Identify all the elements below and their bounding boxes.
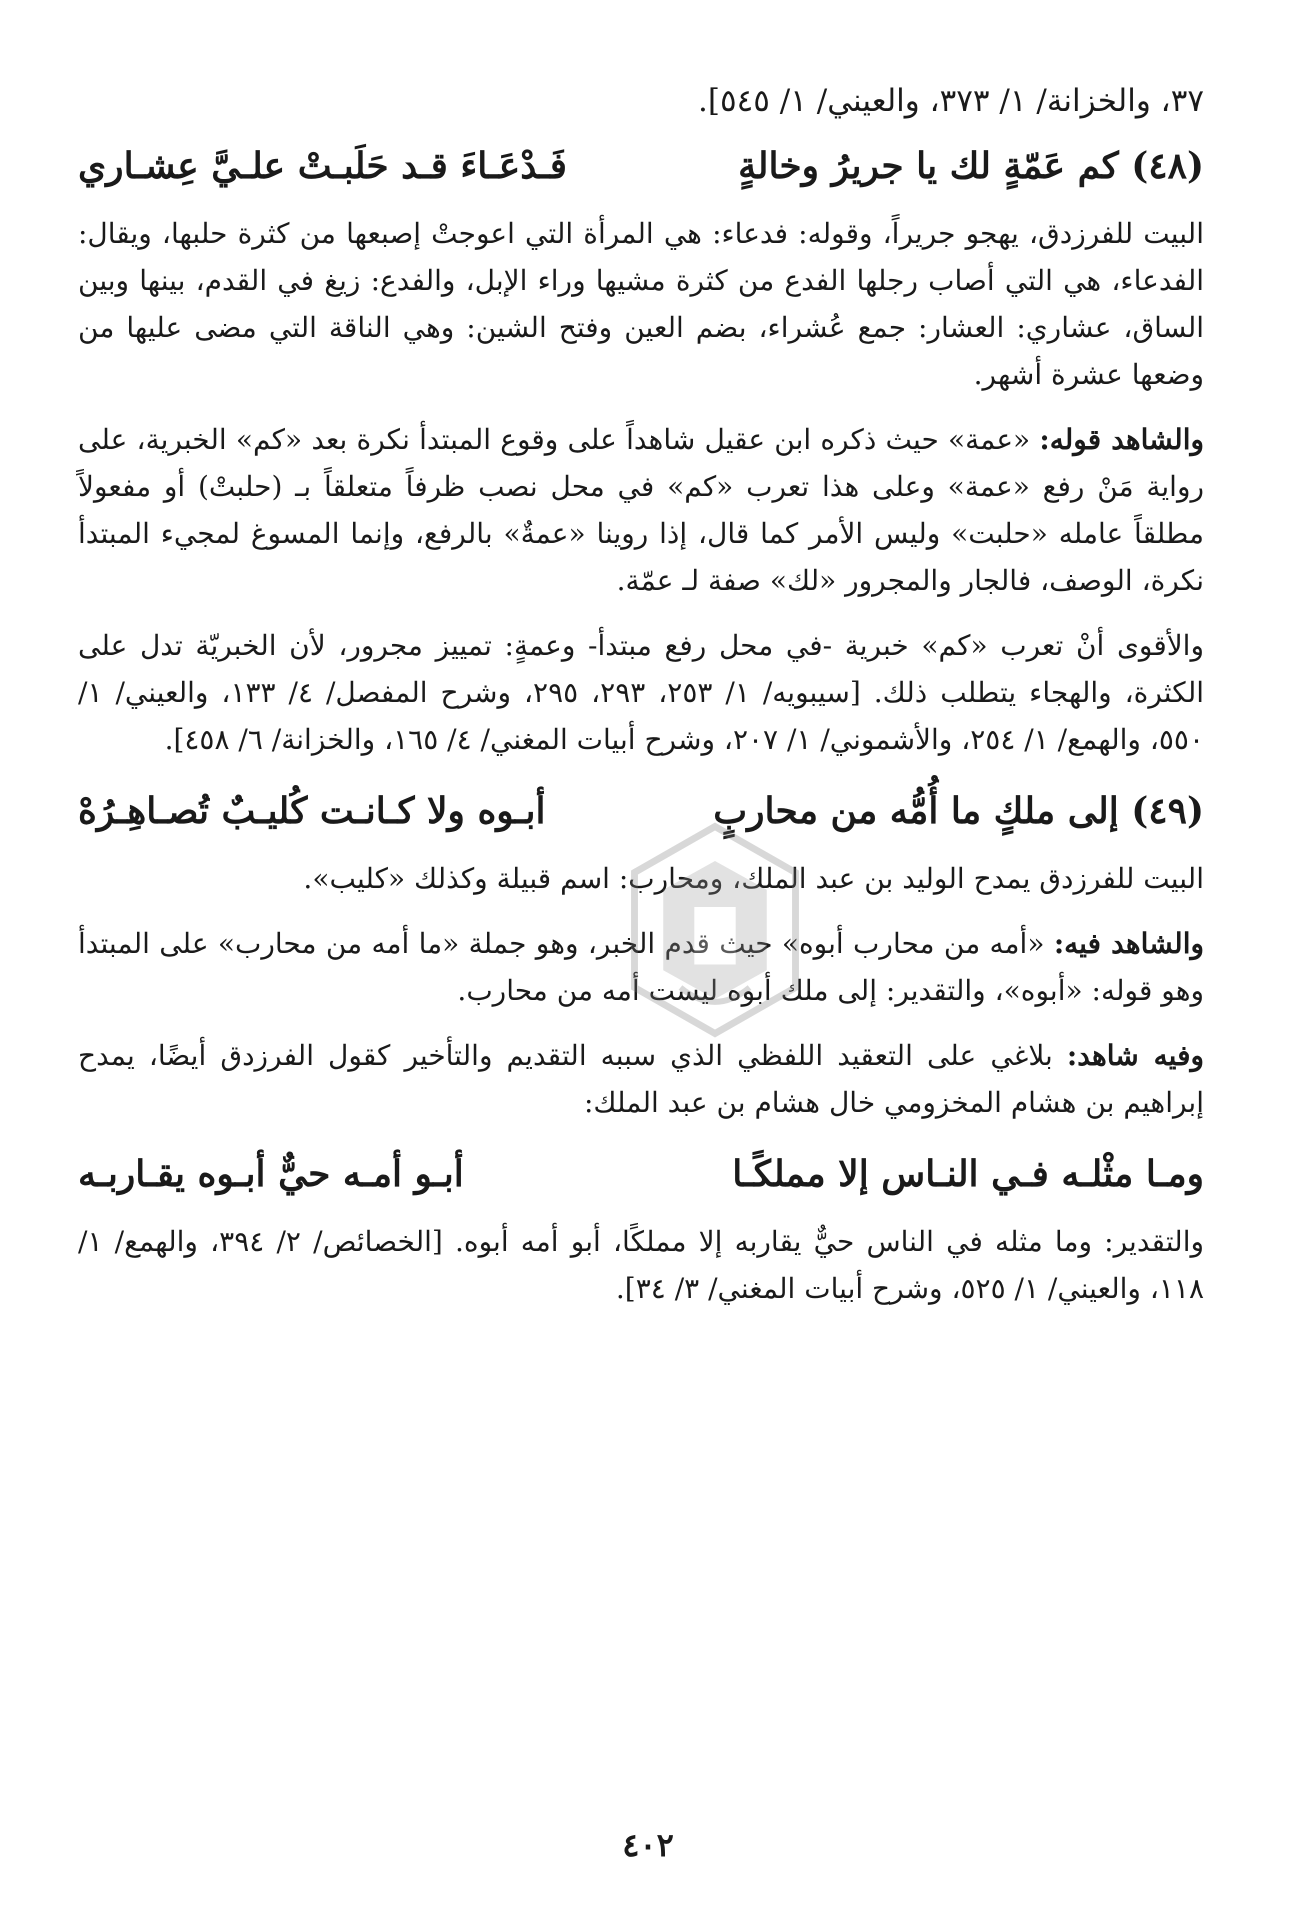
verse-extra <box>78 1144 1204 1204</box>
verse-49-rhetorical-evidence <box>78 1032 1204 1126</box>
evidence-text: «عمة» حيث ذكره ابن عقيل شاهداً على وقوع المبتدأ نكرة بعد «كم» الخبرية، على رواية مَنْ رفع «عمة» وعلى هذا تعرب «كم» في محل نصب ظرفاً متعلقاً بـ (حلبتْ) أو مفعولاً مطلقاً عامله «حلبت» وليس الأمر كما قال، إذا روينا «عمةٌ» بالرفع، وإنما المسوغ لمجيء المبتدأ نكرة، الوصف، فالجار والمجرور «لك» صفة لـ عمّة. <box>78 423 1204 597</box>
verse-49-second-hemistich: أبـوه ولا كـانـت كُليـبٌ تُصـاهِـرُهْ <box>78 790 546 832</box>
verse-extra-second-hemistich: أبـو أمـه حيٌّ أبـوه يقـاربـه <box>78 1153 464 1195</box>
verse-48-second-hemistich: فَـدْعَـاءَ قـد حَلَبـتْ علـيَّ عِشـاري <box>78 145 567 187</box>
page-number: ٤٠٢ <box>622 1826 674 1864</box>
verse-48-first-hemistich: (٤٨) كم عَمّةٍ لك يا جريرُ وخالةٍ <box>738 145 1204 187</box>
evidence-lead: والشاهد قوله: <box>1039 423 1204 456</box>
verse-49-first-hemistich: (٤٩) إلى ملكٍ ما أُمُّه من محاربٍ <box>713 790 1204 832</box>
evidence-text: «أمه من محارب أبوه» حيث قدم الخبر، وهو جملة «ما أمه من محارب» على المبتدأ وهو قوله: «أبوه»، والتقدير: إلى ملك أبوه ليست أمه من محارب. <box>78 927 1204 1007</box>
verse-49-explanation: البيت للفرزدق يمدح الوليد بن عبد الملك، ومحارب: اسم قبيلة وكذلك «كليب». <box>303 862 1204 895</box>
verse-48 <box>78 136 1204 196</box>
evidence-lead: وفيه شاهد: <box>1066 1039 1204 1072</box>
page-body <box>78 64 1204 1929</box>
verse-48-analysis: والأقوى أنْ تعرب «كم» خبرية -في محل رفع مبتدأ- وعمةٍ: تمييز مجرور، لأن الخبريّة تدل على الكثرة، والهجاء يتطلب ذلك. [سيبويه/ ١/ ٢٥٣، ٢٩٣، ٢٩٥، وشرح المفصل/ ٤/ ١٣٣، والعيني/ ١/ ٥٥٠، والهمع/ ١/ ٢٥٤، والأشموني/ ١/ ٢٠٧، وشرح أبيات المغني/ ٤/ ١٦٥، والخزانة/ ٦/ ٤٥٨]. <box>78 629 1205 756</box>
verse-extra-first-hemistich: ومـا مثْلـه فـي النـاس إلا مملكًـا <box>732 1153 1204 1195</box>
verse-49 <box>78 781 1204 841</box>
verse-48-explanation: البيت للفرزدق، يهجو جريراً، وقوله: فدعاء: هي المرأة التي اعوجتْ إصبعها من كثرة حلبها، ويقال: الفدعاء، هي التي أصاب رجلها الفدع من كثرة مشيها وراء الإبل، والفدع: زيغ في القدم، بينها وبين الساق، عشاري: العشار: جمع عُشراء، بضم العين وفتح الشين: وهي الناقة التي مضى عليها من وضعها عشرة أشهر. <box>78 217 1205 391</box>
continued-reference-line: ٣٧، والخزانة/ ١/ ٣٧٣، والعيني/ ١/ ٥٤٥]. <box>698 83 1204 119</box>
verse-49-evidence <box>78 920 1204 1014</box>
evidence-lead: والشاهد فيه: <box>1053 927 1204 960</box>
verse-48-evidence <box>78 416 1204 604</box>
verse-extra-explanation: والتقدير: وما مثله في الناس حيٌّ يقاربه إلا مملكًا، أبو أمه أبوه. [الخصائص/ ٢/ ٣٩٤، والهمع/ ١/ ١١٨، والعيني/ ١/ ٥٢٥، وشرح أبيات المغني/ ٣/ ٣٤]. <box>78 1225 1204 1305</box>
evidence-text: بلاغي على التعقيد اللفظي الذي سببه التقديم والتأخير كقول الفرزدق أيضًا، يمدح إبراهيم بن هشام المخزومي خال هشام بن عبد الملك: <box>78 1039 1204 1119</box>
